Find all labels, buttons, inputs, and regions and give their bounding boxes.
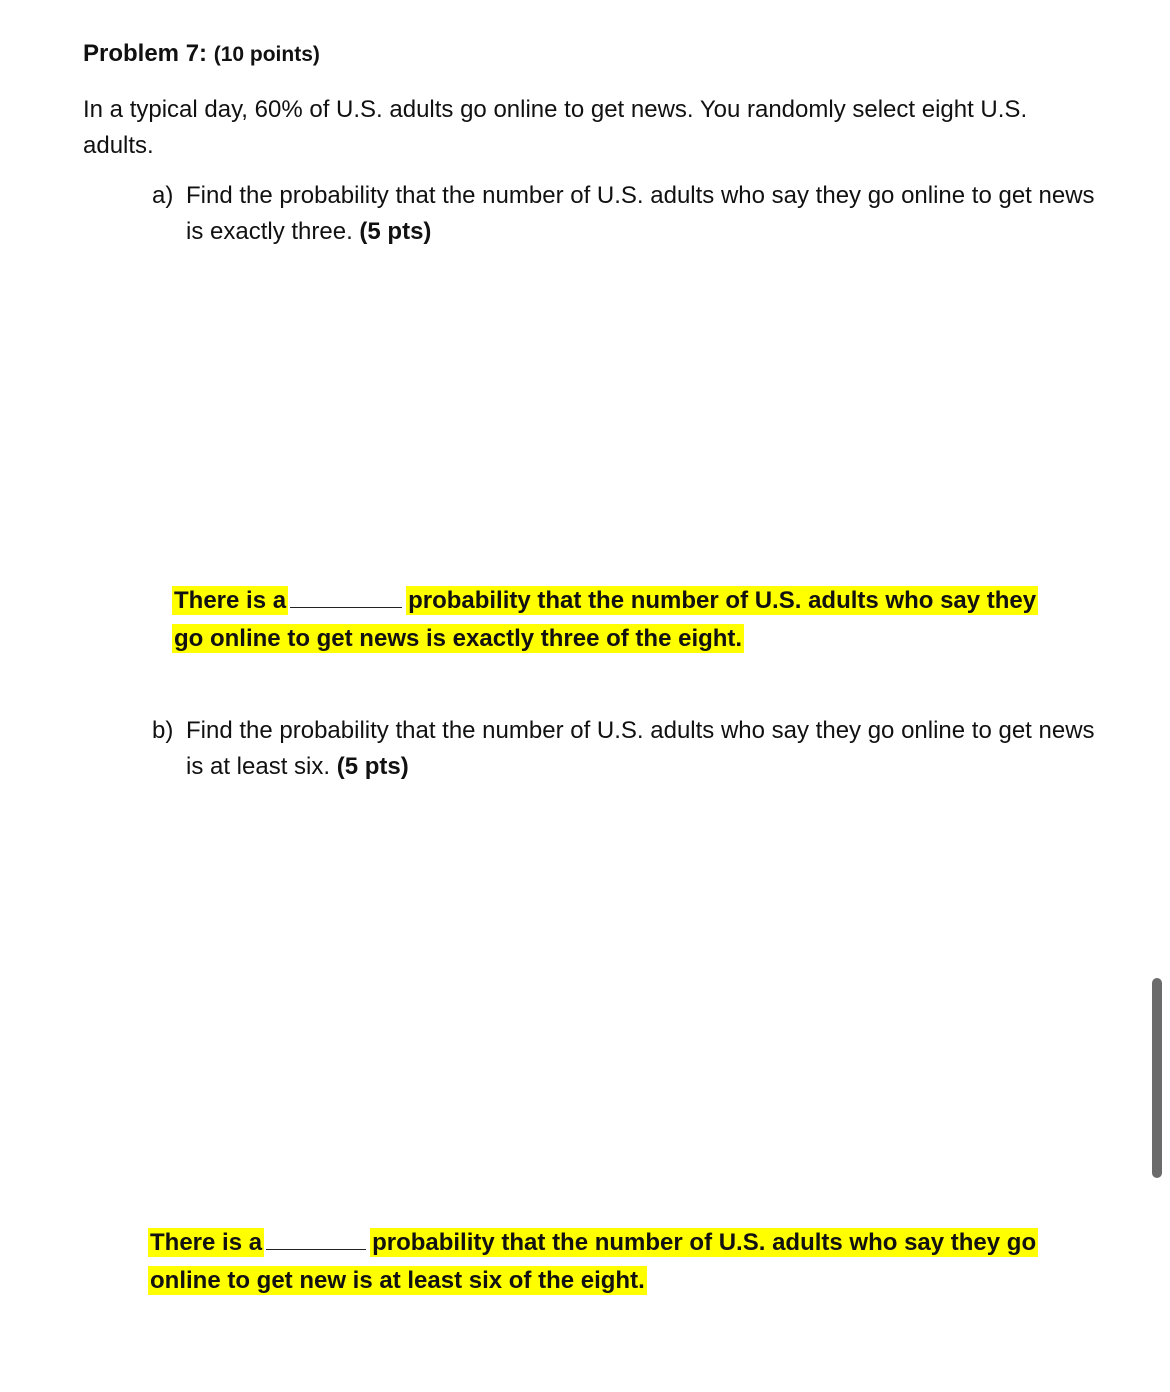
part-b-answer: [148, 1224, 1088, 1300]
part-b-marker: b): [152, 717, 174, 744]
part-a-answer-suffix: probability that the number of U.S. adults who say they: [408, 587, 1037, 614]
problem-points: (10 points): [213, 43, 320, 66]
part-a-answer-blank[interactable]: [290, 587, 402, 608]
vertical-scrollbar[interactable]: [1152, 978, 1162, 1178]
part-b-points: (5 pts): [336, 753, 409, 780]
part-b-answer-prefix: There is a: [150, 1229, 263, 1256]
part-a-question: [152, 178, 1102, 250]
part-a-question-text: Find the probability that the number of U.S. adults who say they go online to get news is exactly three.: [186, 182, 1095, 245]
part-a-answer: [172, 582, 1092, 658]
part-a-points: (5 pts): [359, 218, 432, 245]
problem-title-label: Problem 7:: [83, 40, 208, 67]
part-a-marker: a): [152, 182, 174, 209]
part-b-question: [152, 713, 1102, 785]
problem-title: [83, 40, 320, 68]
problem-intro: In a typical day, 60% of U.S. adults go online to get news. You randomly select eight U.S. adults.: [83, 96, 1028, 159]
part-a-answer-prefix: There is a: [174, 587, 287, 614]
part-a-answer-line2: go online to get news is exactly three of the eight.: [174, 625, 743, 652]
part-b-question-text: Find the probability that the number of U.S. adults who say they go online to get news is at least six.: [186, 717, 1095, 780]
part-b-answer-line2: online to get new is at least six of the eight.: [150, 1267, 645, 1294]
part-b-answer-suffix: probability that the number of U.S. adults who say they go: [372, 1229, 1037, 1256]
part-b-answer-blank[interactable]: [266, 1229, 366, 1250]
